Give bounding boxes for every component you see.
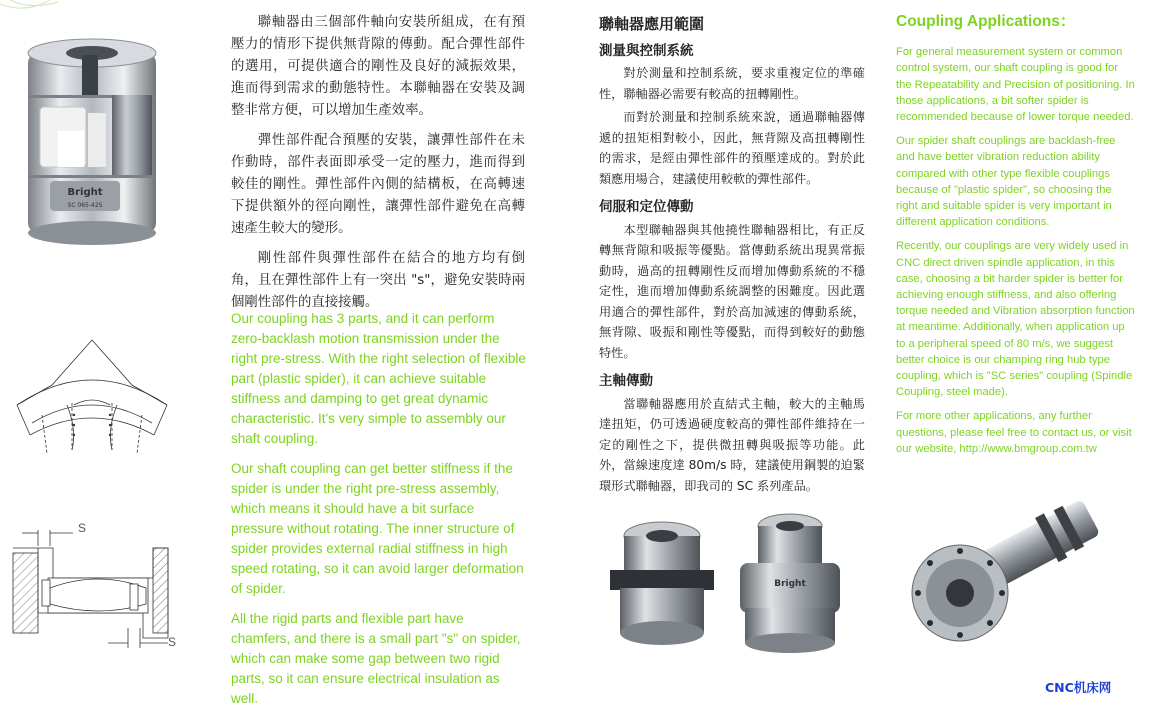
coupling-photo	[22, 35, 162, 250]
col2-title: 聯軸器應用範圍	[599, 15, 705, 33]
watermark-label: CNC机床网	[1045, 680, 1112, 695]
col1-zh-paragraph-3: 剛性部件與彈性部件在結合的地方均有倒角，且在彈性部件上有一突出 "s"，避免安裝時兩個剛性部件的直接接觸。	[231, 251, 525, 310]
coupling-photo-pair	[600, 508, 870, 658]
col1-en-paragraph-2: Our shaft coupling can get better stiffness if the spider is under the right pre-stress assembly, which means it should have a bit surface pressure without rotating. The inner structure of spider provides external radial stiffness in high speed rotating, so it can avoid larger deformation of spider.	[231, 461, 524, 596]
col1-en-paragraph-3: All the rigid parts and flexible part have chamfers, and there is a small part "s" on spider, which can make some gap between two rigid parts, so it can ensure electrical insulation as well.	[231, 611, 521, 706]
col3-applications	[896, 14, 1136, 457]
col3-paragraph-1: For general measurement system or common control system, our shaft coupling is good for the Repeatability and Precision of positioning. In those applications, a bit softer spider is recommended because of lower torque needed.	[896, 46, 1135, 124]
section-spindle-title: 主軸傳動	[599, 373, 653, 389]
section-measurement-p2: 而對於測量和控制系統來說，通過聯軸器傳遞的扭矩相對較小，因此，無背隙及高扭轉剛性的需求，是經由彈性部件的預壓達成的。對於此類應用場合，建議使用較軟的彈性部件。	[599, 110, 865, 186]
col1-en-paragraph-1: Our coupling has 3 parts, and it can perform zero-backlash motion transmission under the right pre-stress. With the right selection of flexible part (plastic spider), it can achieve suitable stiffness and damping to get great dynamic characteristic. It's very simple to assembly our shaft coupling.	[231, 311, 526, 446]
section-measurement-title: 測量與控制系統	[599, 42, 694, 59]
col2-applications	[599, 14, 865, 496]
section-measurement-p1: 對於測量和控制系統，要求重複定位的準確性，聯軸器必需要有較高的扭轉剛性。	[599, 66, 865, 101]
section-servo-p1: 本型聯軸器與其他撓性聯軸器相比，有正反轉無背隙和吸振等優點。當傳動系統出現異常振動時，過高的扭轉剛性反而增加傳動系統的不穩定性，進而增加傳動系統調整的困難度。因此選用適合的彈性部件，對於高加減速的傳動系統，無背隙、吸振和剛性等優點，而得到較好的動態特性。	[599, 222, 865, 360]
section-servo-title: 伺服和定位傳動	[599, 199, 694, 215]
col3-paragraph-3: Recently, our couplings are very widely used in CNC direct driven spindle application, in this case, choosing a bit harder spider is better for achieving enough stiffness, and also offering torque needed and Vibration absorption function at meantime. Additionally, when application up to a peripheral speed of 80 m/s, we suggest better choice is our champing ring hub type coupling, which is "SC series" coupling (Spindle Coupling, steel made).	[896, 240, 1135, 399]
spindle-photo	[905, 488, 1110, 648]
coupling-brand-label: Bright	[67, 187, 103, 198]
corner-decoration	[0, 0, 60, 22]
spider-section-drawing	[12, 335, 172, 455]
col3-paragraph-4: For more other applications, any further questions, please feel free to contact us, or visit our website, http://www.bmgroup.com.tw	[896, 410, 1132, 455]
col1-zh-paragraph-1: 聯軸器由三個部件軸向安裝所組成，在有預壓力的情形下提供無背隙的傳動。配合彈性部件的選用，可提供適合的剛性及良好的減振效果，進而得到需求的動態特性。本聯軸器在安裝及調整非常方便，可以增加生產效率。	[231, 15, 525, 118]
col1-chinese-text	[231, 12, 525, 314]
col3-paragraph-2: Our spider shaft couplings are backlash-free and have better vibration reduction ability compared with other type flexible couplings because of "plastic spider", so choosing the right and suitable spider is very important in different application conditions.	[896, 135, 1116, 229]
col1-english-text	[231, 309, 526, 709]
coupling2-brand-label: Bright	[774, 579, 806, 589]
col1-zh-paragraph-2: 彈性部件配合預壓的安裝，讓彈性部件在未作動時，部件表面即承受一定的壓力，進而得到較佳的剛性。彈性部件內側的結構板，在高轉速下提供額外的徑向剛性，讓彈性部件避免在高轉速產生較大的變形。	[231, 133, 525, 236]
section-spindle-p1: 當聯軸器應用於直結式主軸，較大的主軸馬達扭矩，仍可透過硬度較高的彈性部件維持在一定的剛性之下，提供微扭轉與吸振等功能。此外，當線速度達 80m/s 時，建議使用鋼製的迫緊環形式聯軸器，即我司的 SC 系列產品。	[599, 396, 865, 493]
dim-label-s-top: S	[78, 521, 87, 535]
coupling-model-label: SC 065-42S	[67, 202, 103, 209]
chamfer-gap-drawing	[8, 518, 183, 658]
dim-label-s-bottom: S	[168, 635, 177, 649]
col3-title: Coupling Applications：	[896, 13, 1076, 30]
